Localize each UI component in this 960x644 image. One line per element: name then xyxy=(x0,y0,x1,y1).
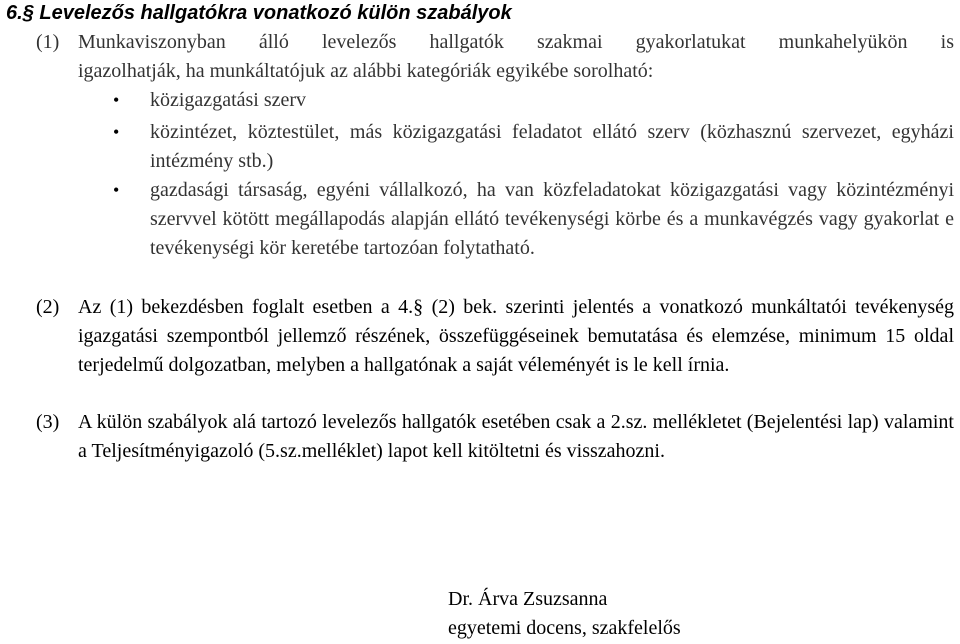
para3-label: (3) xyxy=(36,411,60,433)
bullet-item: közintézet, köztestület, más közigazgatási feladatot ellátó szerv (közhasznú szervezet, egyházi intézmény stb.) xyxy=(150,121,954,172)
para1-line2: igazolhatják, ha munkáltatójuk az alábbi kategóriák egyikébe sorolható: xyxy=(78,60,654,82)
para1-line1: Munkaviszonyban álló levelezős hallgatók szakmai gyakorlatukat munkahelyükön is xyxy=(78,31,954,53)
bullet-item: gazdasági társaság, egyéni vállalkozó, ha van közfeladatokat közigazgatási vagy közintézményi szervvel kötött megállapodás alapján ellátó tevékenységi körbe és a munkavégzés vagy gyakorlat e tevékenységi kör keretébe tartozóan folytatható. xyxy=(150,179,954,259)
section-title: 6.§ Levelezős hallgatókra vonatkozó külön szabályok xyxy=(6,2,512,24)
signature-name: Dr. Árva Zsuzsanna xyxy=(448,588,608,610)
bullet-dot-icon: • xyxy=(113,90,120,110)
para1-label: (1) xyxy=(36,31,60,53)
bullet-dot-icon: • xyxy=(113,122,120,142)
bullet-dot-icon: • xyxy=(113,180,120,200)
para2-label: (2) xyxy=(36,296,60,318)
bullet-item: közigazgatási szerv xyxy=(150,89,307,111)
para2-text: Az (1) bekezdésben foglalt esetben a 4.§ (2) bek. szerinti jelentés a vonatkozó munkáltatói tevékenység igazgatási szempontból jellemző részének, összefüggéseinek bemutatása és elemzése, minimum 15 oldal terjedelmű dolgozatban, melyben a hallgatónak a saját véleményét is le kell írnia. xyxy=(78,296,954,376)
signature-position: egyetemi docens, szakfelelős xyxy=(448,617,681,639)
para3-text: A külön szabályok alá tartozó levelezős hallgatók esetében csak a 2.sz. mellékletet (Bejelentési lap) valamint a Teljesítményigazoló (5.sz.melléklet) lapot kell kitöltetni és visszahozni. xyxy=(78,411,954,462)
